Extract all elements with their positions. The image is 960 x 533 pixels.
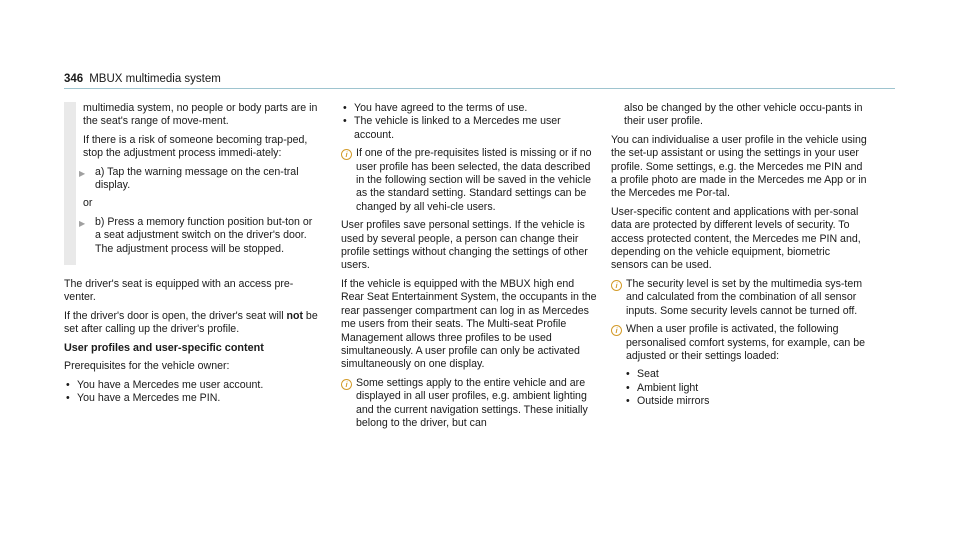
list-item bbox=[624, 395, 867, 408]
header-rule bbox=[64, 88, 895, 89]
page-number: 346 bbox=[64, 73, 84, 85]
bullet-icon: • bbox=[66, 378, 70, 391]
info-note bbox=[611, 323, 867, 363]
step-a-text: a) Tap the warning message on the cen-tral display. bbox=[95, 165, 299, 192]
list-item-text: The vehicle is linked to a Mercedes me user account. bbox=[354, 115, 561, 141]
info-note bbox=[341, 147, 597, 214]
bullet-icon: • bbox=[66, 391, 70, 404]
page-header bbox=[64, 73, 221, 86]
list-item-text: Outside mirrors bbox=[637, 395, 710, 408]
paragraph-driver-door bbox=[64, 310, 320, 337]
bullet-icon: • bbox=[343, 115, 347, 128]
info-note-text: Some settings apply to the entire vehicle and are displayed in all user profiles, e.g. ambient lighting and the current navigation settings. These initially belong to the driver, but can bbox=[356, 376, 588, 429]
warning-instruction: If there is a risk of someone becoming trap-ped, stop the adjustment process immedi-ately: bbox=[83, 133, 308, 160]
list-item bbox=[64, 379, 320, 392]
info-icon: i bbox=[341, 149, 352, 160]
info-note-text: If one of the pre-requisites listed is missing or if no user profile has been selected, the data described in the following section will be saved in the vehicle as the standard setting. Standard settings can be changed by all vehi-cle users. bbox=[356, 147, 592, 213]
text: If the driver's door is open, the driver's seat will bbox=[64, 309, 287, 322]
column-3 bbox=[611, 102, 867, 414]
prerequisites-list bbox=[64, 379, 320, 406]
page-title: MBUX multimedia system bbox=[89, 73, 221, 85]
list-item-text: You have a Mercedes me user account. bbox=[77, 378, 264, 391]
step-b-text: b) Press a memory function position but-ton or a seat adjustment switch on the driver's door. bbox=[95, 215, 313, 242]
or-text: or bbox=[83, 197, 93, 210]
paragraph-individualise: You can individualise a user profile in the vehicle using the set-up assistant or using the settings in your user profile. Some settings, e.g. the Mercedes me PIN and a profile photo are made in the Mercedes me App or in the Mercedes me Por-tal. bbox=[611, 133, 867, 200]
note-continuation: also be changed by the other vehicle occu-pants in their user profile. bbox=[624, 102, 863, 128]
warning-text: multimedia system, no people or body parts are in the seat's range of move-ment. bbox=[83, 102, 318, 128]
bullet-icon: • bbox=[343, 102, 347, 114]
info-note bbox=[341, 377, 597, 431]
list-item bbox=[64, 392, 320, 405]
list-item-text: You have a Mercedes me PIN. bbox=[77, 391, 221, 404]
bullet-icon: • bbox=[626, 381, 630, 394]
section-heading: User profiles and user-specific content bbox=[64, 341, 264, 354]
list-item bbox=[341, 115, 597, 142]
text: be set after calling up the driver's profile. bbox=[64, 309, 318, 336]
step-b-result: The adjustment process will be stopped. bbox=[95, 242, 285, 255]
step-b bbox=[79, 215, 320, 256]
arrow-step-icon: ▶ bbox=[79, 218, 86, 228]
bullet-icon: • bbox=[626, 368, 630, 381]
bullet-icon: • bbox=[626, 395, 630, 408]
list-item-text: Ambient light bbox=[637, 381, 699, 394]
info-icon: i bbox=[341, 379, 352, 390]
list-item bbox=[341, 102, 597, 115]
column-1 bbox=[64, 102, 320, 410]
info-icon: i bbox=[611, 280, 622, 291]
list-item bbox=[624, 368, 867, 381]
prerequisites-list-cont bbox=[341, 102, 597, 142]
paragraph-access-preventer: The driver's seat is equipped with an access pre-venter. bbox=[64, 278, 294, 304]
info-note bbox=[611, 278, 867, 318]
paragraph-security: User-specific content and applications with per-sonal data are protected by different levels of security. To access protected content, the Mercedes me PIN and, depending on the vehicle equipment, biometric sensors can be used. bbox=[611, 205, 861, 272]
paragraph-user-profiles: User profiles save personal settings. If the vehicle is used by several people, a person can change their profile settings without changing the settings of other users. bbox=[341, 219, 588, 272]
paragraph-rear-seat: If the vehicle is equipped with the MBUX high end Rear Seat Entertainment System, the occupants in the rear passenger compartment can log in as Mercedes me users from their seats. The Multi-seat Profile Management allows three profiles to be used simultaneously. A user profile can only be activated simultaneously on one display. bbox=[341, 277, 597, 371]
step-a bbox=[79, 165, 320, 193]
list-item-text: You have agreed to the terms of use. bbox=[354, 102, 528, 114]
list-item bbox=[624, 382, 867, 395]
prerequisites-intro: Prerequisites for the vehicle owner: bbox=[64, 360, 230, 373]
bold-text: not bbox=[286, 309, 303, 322]
column-2 bbox=[341, 102, 597, 435]
info-note-text: When a user profile is activated, the following personalised comfort systems, for example, can be adjusted or their settings loaded: bbox=[626, 323, 866, 362]
info-note-text: The security level is set by the multimedia sys-tem and calculated from the combination of all sensor inputs. Some security levels cannot be turned off. bbox=[626, 277, 863, 317]
list-item-text: Seat bbox=[637, 368, 659, 381]
warning-box bbox=[64, 102, 320, 265]
arrow-step-icon: ▶ bbox=[79, 168, 86, 178]
comfort-systems-list bbox=[611, 368, 867, 408]
info-icon: i bbox=[611, 325, 622, 336]
